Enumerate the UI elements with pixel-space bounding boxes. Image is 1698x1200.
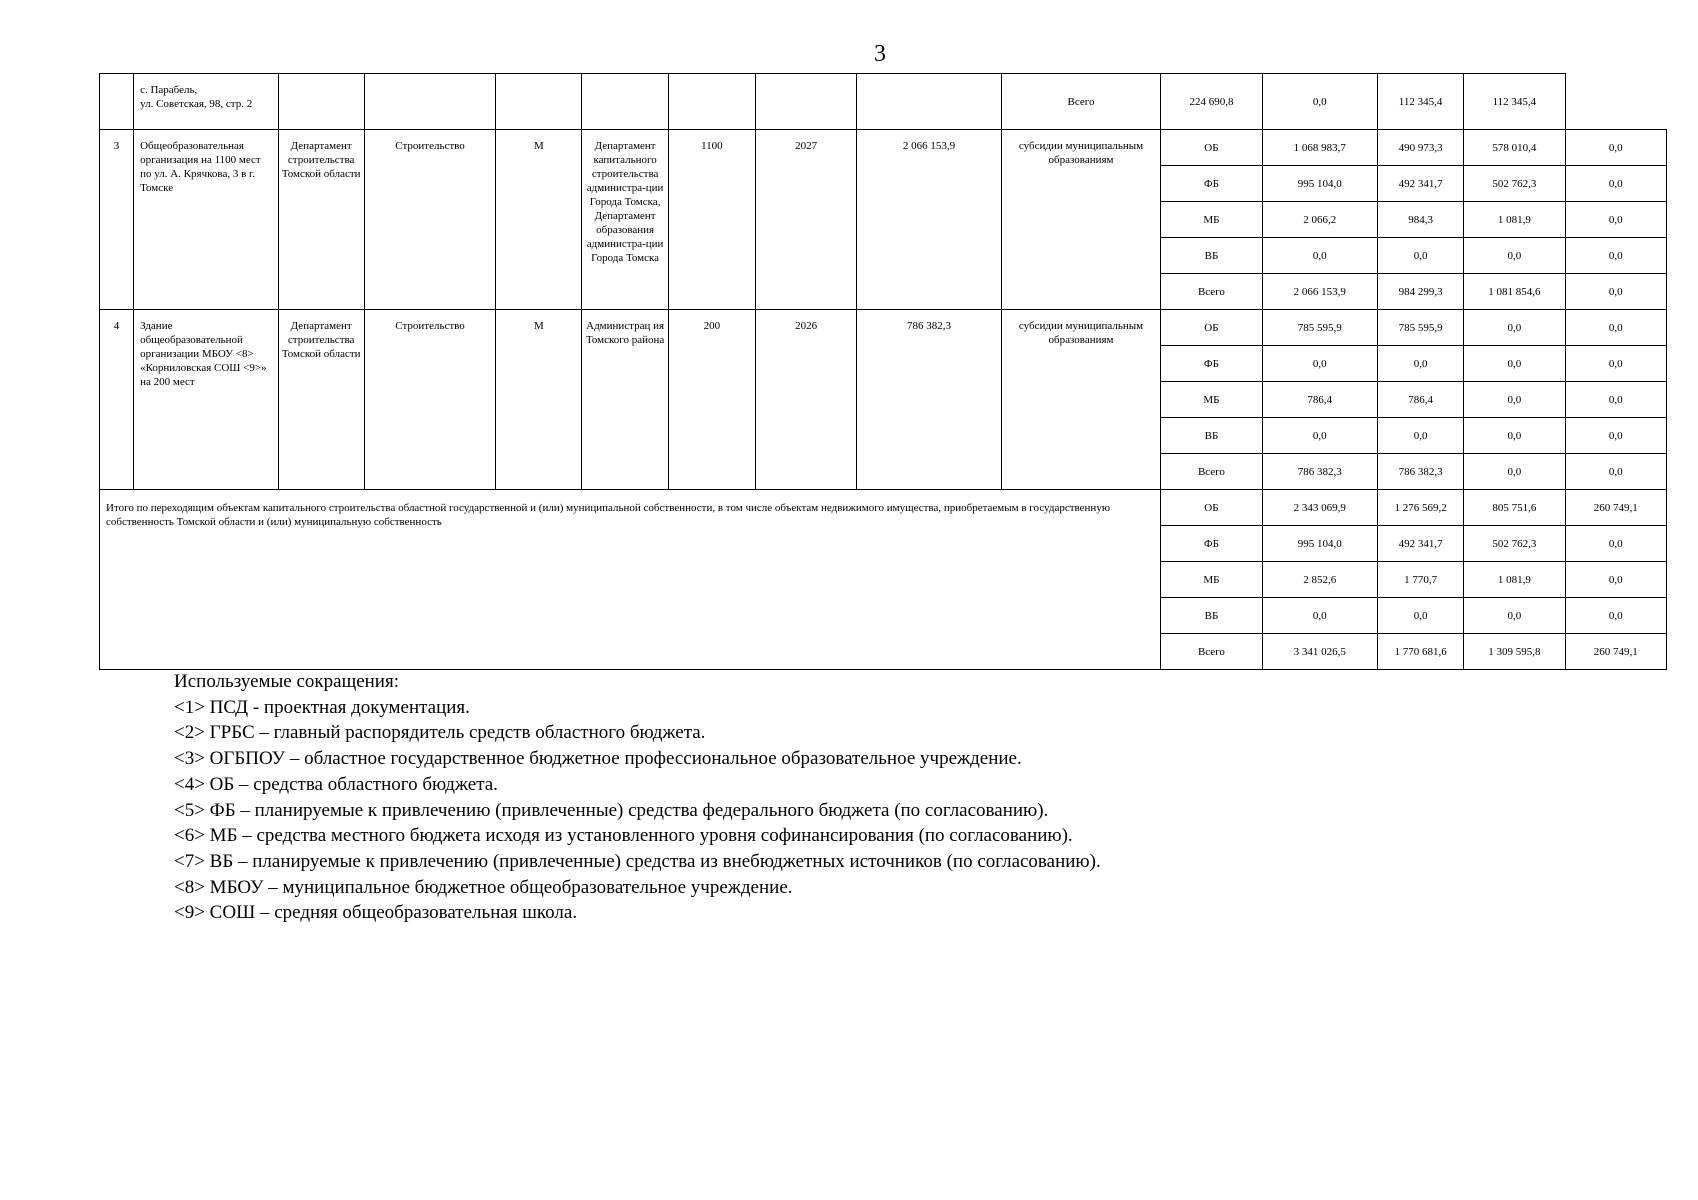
- object-form: субсидии муниципальным образованиям: [1001, 130, 1161, 310]
- funding-year-1: 1 276 569,2: [1377, 490, 1463, 526]
- funding-total: 3 341 026,5: [1262, 634, 1377, 670]
- funding-year-1: 0,0: [1377, 418, 1463, 454]
- funding-source: Всего: [1001, 74, 1161, 130]
- funding-year-3: 0,0: [1565, 526, 1666, 562]
- funding-year-3: 0,0: [1565, 562, 1666, 598]
- funding-year-2: 1 081,9: [1464, 562, 1565, 598]
- funding-source: МБ: [1161, 202, 1262, 238]
- abbreviation-item: <5> ФБ – планируемые к привлечению (привлеченные) средства федерального бюджета (по согласованию).: [174, 799, 1049, 821]
- object-name: с. Парабель, ул. Советская, 98, стр. 2: [134, 74, 278, 130]
- funding-total: 2 066,2: [1262, 202, 1377, 238]
- funding-total: 0,0: [1262, 598, 1377, 634]
- object-name: Здание общеобразовательной организации МБОУ <8> «Корниловская СОШ <9>» на 200 мест: [134, 310, 278, 490]
- funding-year-3: 0,0: [1565, 382, 1666, 418]
- funding-source: ВБ: [1161, 418, 1262, 454]
- empty-cell: [496, 74, 582, 130]
- funding-year-2: 0,0: [1464, 418, 1565, 454]
- funding-year-3: 0,0: [1565, 454, 1666, 490]
- page-number: 3: [874, 41, 886, 67]
- funding-year-1: 786,4: [1377, 382, 1463, 418]
- funding-year-3: 0,0: [1565, 130, 1666, 166]
- funding-total: 786 382,3: [1262, 454, 1377, 490]
- funding-year-1: 0,0: [1377, 238, 1463, 274]
- abbreviation-item: <6> МБ – средства местного бюджета исходя из установленного уровня софинансирования (по согласованию).: [174, 825, 1073, 847]
- funding-year-1: 984,3: [1377, 202, 1463, 238]
- funding-year-3: 260 749,1: [1565, 634, 1666, 670]
- funding-year-3: 0,0: [1565, 202, 1666, 238]
- funding-year-1: 0,0: [1262, 74, 1377, 130]
- budget-table: [99, 73, 1667, 670]
- object-level: М: [496, 130, 582, 310]
- empty-cell: [582, 74, 668, 130]
- funding-source: ФБ: [1161, 166, 1262, 202]
- funding-year-1: 492 341,7: [1377, 526, 1463, 562]
- funding-year-3: 0,0: [1565, 274, 1666, 310]
- empty-cell: [364, 74, 495, 130]
- table-row: [100, 310, 1667, 346]
- object-cost: 786 382,3: [857, 310, 1001, 490]
- object-name: Общеобразовательная организация на 1100 мест по ул. А. Крячкова, 3 в г. Томске: [134, 130, 278, 310]
- abbreviations: [174, 669, 1101, 926]
- abbreviation-item: <9> СОШ – средняя общеобразовательная школа.: [174, 902, 578, 924]
- funding-year-2: 0,0: [1464, 454, 1565, 490]
- funding-year-1: 492 341,7: [1377, 166, 1463, 202]
- funding-total: 0,0: [1262, 418, 1377, 454]
- funding-source: Всего: [1161, 634, 1262, 670]
- empty-cell: [857, 74, 1001, 130]
- funding-total: 2 343 069,9: [1262, 490, 1377, 526]
- funding-source: МБ: [1161, 562, 1262, 598]
- abbreviation-item: <7> ВБ – планируемые к привлечению (привлеченные) средства из внебюджетных источников (по согласованию).: [174, 850, 1101, 872]
- funding-year-2: 805 751,6: [1464, 490, 1565, 526]
- funding-source: Всего: [1161, 454, 1262, 490]
- funding-year-2: 0,0: [1464, 310, 1565, 346]
- table-body: [100, 74, 1667, 670]
- object-year: 2027: [756, 130, 857, 310]
- object-number: [100, 74, 134, 130]
- funding-year-2: 502 762,3: [1464, 166, 1565, 202]
- funding-source: ФБ: [1161, 346, 1262, 382]
- object-number: 4: [100, 310, 134, 490]
- funding-total: 224 690,8: [1161, 74, 1262, 130]
- funding-year-1: 984 299,3: [1377, 274, 1463, 310]
- funding-year-2: 502 762,3: [1464, 526, 1565, 562]
- summary-label: Итого по переходящим объектам капитального строительства областной государственной и (или) муниципальной собственности, в том числе объектам недвижимого имущества, приобретаемым в государственную собственность Томской области и (или) муниципальную собственность: [100, 490, 1161, 670]
- funding-year-3: 0,0: [1565, 346, 1666, 382]
- object-number: 3: [100, 130, 134, 310]
- object-grbs: Департамент строительства Томской области: [278, 310, 364, 490]
- object-level: М: [496, 310, 582, 490]
- abbreviation-item: <2> ГРБС – главный распорядитель средств областного бюджета.: [174, 722, 706, 744]
- object-capacity: 1100: [668, 130, 755, 310]
- funding-source: ОБ: [1161, 130, 1262, 166]
- funding-year-3: 112 345,4: [1464, 74, 1565, 130]
- funding-year-3: 0,0: [1565, 418, 1666, 454]
- table-row: [100, 130, 1667, 166]
- abbreviation-item: <1> ПСД - проектная документация.: [174, 696, 470, 718]
- funding-total: 785 595,9: [1262, 310, 1377, 346]
- funding-source: Всего: [1161, 274, 1262, 310]
- funding-year-3: 0,0: [1565, 238, 1666, 274]
- abbreviation-item: <3> ОГБПОУ – областное государственное бюджетное профессиональное образовательное учреждение.: [174, 748, 1022, 770]
- funding-year-2: 0,0: [1464, 238, 1565, 274]
- funding-year-3: 260 749,1: [1565, 490, 1666, 526]
- funding-year-2: 1 309 595,8: [1464, 634, 1565, 670]
- funding-year-2: 0,0: [1464, 346, 1565, 382]
- funding-year-3: 0,0: [1565, 310, 1666, 346]
- object-customer: Департамент капитального строительства администра-ции Города Томска, Департамент образования администра-ции Города Томска: [582, 130, 668, 310]
- funding-year-1: 1 770 681,6: [1377, 634, 1463, 670]
- funding-source: ВБ: [1161, 238, 1262, 274]
- funding-source: МБ: [1161, 382, 1262, 418]
- object-capacity: 200: [668, 310, 755, 490]
- funding-year-2: 0,0: [1464, 382, 1565, 418]
- funding-total: 2 852,6: [1262, 562, 1377, 598]
- funding-year-2: 578 010,4: [1464, 130, 1565, 166]
- object-kind: Строительство: [364, 310, 495, 490]
- abbreviation-item: <4> ОБ – средства областного бюджета.: [174, 773, 498, 795]
- funding-total: 786,4: [1262, 382, 1377, 418]
- funding-year-2: 1 081 854,6: [1464, 274, 1565, 310]
- empty-cell: [278, 74, 364, 130]
- object-year: 2026: [756, 310, 857, 490]
- abbreviations-list: [174, 695, 1101, 926]
- funding-year-1: 0,0: [1377, 598, 1463, 634]
- funding-year-1: 0,0: [1377, 346, 1463, 382]
- object-kind: Строительство: [364, 130, 495, 310]
- abbreviations-title: Используемые сокращения:: [174, 671, 399, 692]
- funding-year-3: 0,0: [1565, 166, 1666, 202]
- funding-total: 2 066 153,9: [1262, 274, 1377, 310]
- funding-year-2: 112 345,4: [1377, 74, 1463, 130]
- funding-total: 995 104,0: [1262, 526, 1377, 562]
- funding-source: ОБ: [1161, 310, 1262, 346]
- empty-cell: [756, 74, 857, 130]
- table-row: [100, 490, 1667, 526]
- object-grbs: Департамент строительства Томской области: [278, 130, 364, 310]
- funding-total: 995 104,0: [1262, 166, 1377, 202]
- funding-total: 1 068 983,7: [1262, 130, 1377, 166]
- object-cost: 2 066 153,9: [857, 130, 1001, 310]
- funding-year-1: 785 595,9: [1377, 310, 1463, 346]
- table-row: [100, 74, 1667, 130]
- funding-year-1: 786 382,3: [1377, 454, 1463, 490]
- funding-year-1: 490 973,3: [1377, 130, 1463, 166]
- object-form: субсидии муниципальным образованиям: [1001, 310, 1161, 490]
- funding-source: ФБ: [1161, 526, 1262, 562]
- funding-year-2: 1 081,9: [1464, 202, 1565, 238]
- funding-source: ОБ: [1161, 490, 1262, 526]
- funding-year-2: 0,0: [1464, 598, 1565, 634]
- funding-year-1: 1 770,7: [1377, 562, 1463, 598]
- empty-cell: [668, 74, 755, 130]
- funding-total: 0,0: [1262, 238, 1377, 274]
- abbreviation-item: <8> МБОУ – муниципальное бюджетное общеобразовательное учреждение.: [174, 876, 793, 898]
- object-customer: Администрац ия Томского района: [582, 310, 668, 490]
- funding-total: 0,0: [1262, 346, 1377, 382]
- funding-source: ВБ: [1161, 598, 1262, 634]
- funding-year-3: 0,0: [1565, 598, 1666, 634]
